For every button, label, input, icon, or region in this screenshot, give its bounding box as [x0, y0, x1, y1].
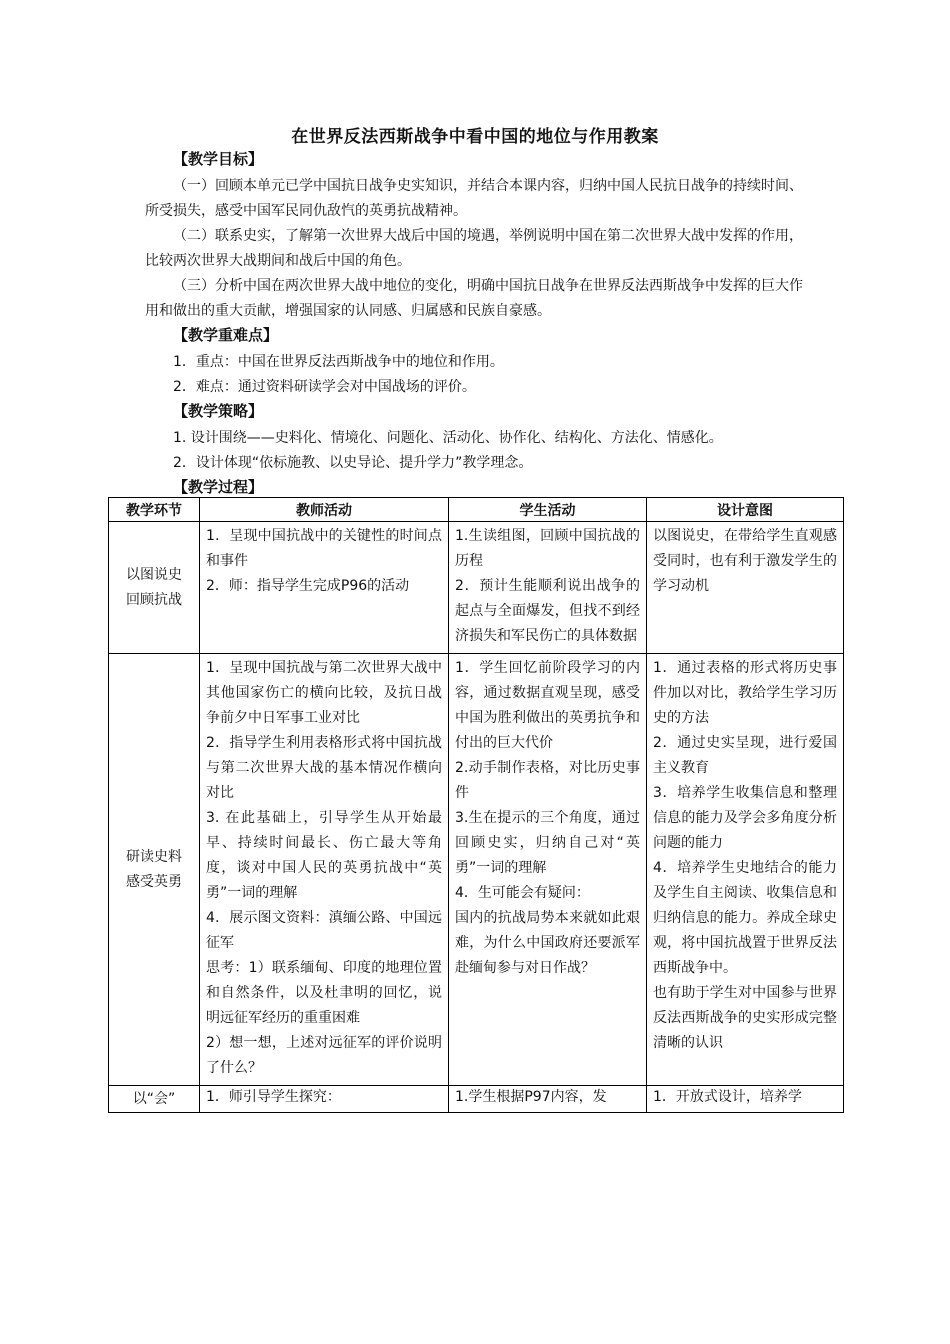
teacher-activity-text: 思考：1）联系缅甸、印度的地理位置和自然条件，以及杜聿明的回忆，说明远征军经历的重重困难	[206, 960, 442, 1026]
teacher-activity-text: 1．呈现中国抗战与第二次世界大战中其他国家伤亡的横向比较，及抗日战争前夕中日军事工业对比	[206, 660, 442, 726]
design-intent-text: 3．培养学生收集信息和整理信息的能力及学会多角度分析问题的能力	[653, 785, 837, 851]
column-header-stage: 教学环节	[109, 498, 200, 522]
design-intent-text: 1．开放式设计，培养学	[653, 1089, 802, 1105]
stage-text: 研读史料	[126, 848, 182, 865]
student-activity-text: 1．学生回忆前阶段学习的内容，通过数据直观呈现，感受中国为胜利做出的英勇抗争和付出的巨大代价	[455, 660, 640, 751]
teacher-activity-text: 2．指导学生利用表格形式将中国抗战与第二次世界大战的基本情况作横向对比	[206, 735, 442, 801]
student-activity-text: 4．生可能会有疑问：	[455, 885, 590, 901]
stage-cell	[109, 522, 200, 654]
design-intent-text: 也有助于学生对中国参与世界反法西斯战争的史实形成完整清晰的认识	[653, 985, 837, 1051]
design-intent-cell	[647, 654, 844, 1086]
column-header-teacher: 教师活动	[200, 498, 449, 522]
column-header-student: 学生活动	[449, 498, 647, 522]
stage-text: 感受英勇	[126, 873, 182, 890]
student-activity-cell	[449, 522, 647, 654]
teacher-activity-cell	[200, 1086, 449, 1113]
teacher-activity-text: 3. 在此基础上，引导学生从开始最早、持续时间最长、伤亡最大等角度，谈对中国人民的英勇抗战中“英勇”一词的理解	[206, 810, 442, 901]
strategy-heading: 【教学策略】	[173, 402, 264, 420]
student-activity-text: 1.生读组图，回顾中国抗战的历程	[455, 528, 640, 569]
table-row	[109, 1086, 844, 1113]
table-header-row	[109, 498, 844, 522]
stage-cell	[109, 1086, 200, 1113]
student-activity-text: 国内的抗战局势本来就如此艰难，为什么中国政府还要派军赴缅甸参与对日作战？	[455, 910, 640, 976]
teacher-activity-text: 1．师引导学生探究：	[206, 1089, 341, 1105]
key-points-heading: 【教学重难点】	[173, 326, 279, 344]
student-activity-text: 1.学生根据P97内容，发	[455, 1089, 607, 1105]
teacher-activity-cell	[200, 654, 449, 1086]
stage-text: 以“会”	[132, 1091, 176, 1107]
student-activity-text: 2.动手制作表格，对比历史事件	[455, 760, 640, 801]
design-intent-text: 4．培养学生史地结合的能力及学生自主阅读、收集信息和归纳信息的能力。养成全球史观，将中国抗战置于世界反法西斯战争中。	[653, 860, 837, 976]
strategy-item: 1. 设计围绕——史料化、情境化、问题化、活动化、协作化、结构化、方法化、情感化。	[173, 430, 723, 446]
key-point-item: 1．重点：中国在世界反法西斯战争中的地位和作用。	[173, 354, 504, 370]
objectives-heading: 【教学目标】	[173, 150, 264, 168]
teacher-activity-text: 4．展示图文资料：滇缅公路、中国远征军	[206, 910, 442, 951]
design-intent-text: 以图说史，在带给学生直观感受同时，也有利于激发学生的学习动机	[653, 528, 837, 594]
objective-paragraph: （二）联系史实，了解第一次世界大战后中国的境遇，举例说明中国在第二次世界大战中发挥的作用，比较两次世界大战期间和战后中国的角色。	[145, 228, 803, 269]
stage-text: 以图说史	[126, 566, 182, 583]
document-title: 在世界反法西斯战争中看中国的地位与作用教案	[291, 127, 659, 147]
document-body	[145, 148, 815, 502]
key-point-item: 2．难点：通过资料研读学会对中国战场的评价。	[173, 379, 476, 395]
design-intent-text: 2．通过史实呈现，进行爱国主义教育	[653, 735, 837, 776]
teacher-activity-cell	[200, 522, 449, 654]
strategy-item: 2．设计体现“依标施教、以史导论、提升学力”教学理念。	[173, 455, 533, 471]
student-activity-text: 2．预计生能顺利说出战争的起点与全面爆发，但找不到经济损失和军民伤亡的具体数据	[455, 578, 640, 644]
stage-text: 回顾抗战	[126, 591, 182, 608]
objective-paragraph: （三）分析中国在两次世界大战中地位的变化，明确中国抗日战争在世界反法西斯战争中发挥的巨大作用和做出的重大贡献，增强国家的认同感、归属感和民族自豪感。	[145, 278, 803, 319]
design-intent-cell	[647, 522, 844, 654]
table-row	[109, 654, 844, 1086]
teacher-activity-text: 1．呈现中国抗战中的关键性的时间点和事件	[206, 528, 442, 569]
design-intent-text: 1．通过表格的形式将历史事件加以对比，教给学生学习历史的方法	[653, 660, 837, 726]
teacher-activity-text: 2．师：指导学生完成P96的活动	[206, 578, 410, 594]
student-activity-cell	[449, 1086, 647, 1113]
process-heading: 【教学过程】	[173, 478, 264, 496]
teacher-activity-text: 2）想一想，上述对远征军的评价说明了什么？	[206, 1035, 442, 1076]
teaching-process-table	[108, 497, 844, 1113]
stage-cell	[109, 654, 200, 1086]
student-activity-cell	[449, 654, 647, 1086]
design-intent-cell	[647, 1086, 844, 1113]
column-header-intent: 设计意图	[647, 498, 844, 522]
objective-paragraph: （一）回顾本单元已学中国抗日战争史实知识，并结合本课内容，归纳中国人民抗日战争的持续时间、所受损失，感受中国军民同仇敌忾的英勇抗战精神。	[145, 178, 803, 219]
student-activity-text: 3.生在提示的三个角度，通过回顾史实，归纳自己对“英勇”一词的理解	[455, 810, 640, 876]
table-row	[109, 522, 844, 654]
